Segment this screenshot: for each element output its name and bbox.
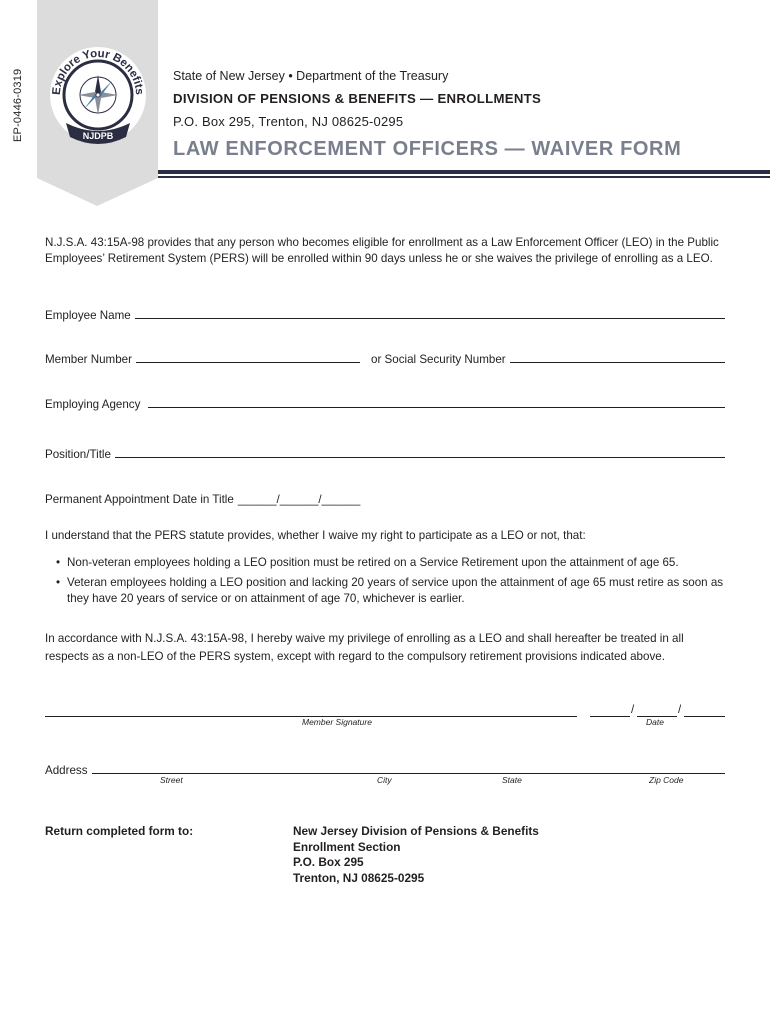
waiver-paragraph: In accordance with N.J.S.A. 43:15A-98, I hereby waive my privilege of enrolling as a LEO and shall hereafter be treated in all respects as a non-LEO of the PERS system, except with regard to the compulsory retirement provisions indicated above.: [45, 632, 684, 663]
employing-agency-label: Employing Agency: [45, 398, 141, 411]
member-signature-caption: Member Signature: [302, 717, 372, 727]
return-address-line: Enrollment Section: [293, 839, 401, 854]
header-rule-thick: [158, 170, 770, 174]
position-title-field[interactable]: [45, 443, 725, 461]
return-address-block: [293, 824, 539, 886]
return-label: Return completed form to:: [45, 824, 194, 838]
ssn-label: or Social Security Number: [371, 353, 506, 366]
member-number-line[interactable]: [136, 362, 360, 363]
date-slash-1: /: [631, 703, 635, 716]
address-city-caption: City: [377, 775, 392, 785]
form-code: EP-0446-0319: [12, 68, 24, 142]
ssn-line[interactable]: [510, 362, 725, 363]
appointment-date-label: Permanent Appointment Date in Title: [45, 493, 234, 506]
ssn-field[interactable]: [371, 348, 725, 366]
return-address-line: Trenton, NJ 08625-0295: [293, 870, 425, 885]
date-year-line[interactable]: [684, 716, 725, 717]
header-division: DIVISION OF PENSIONS & BENEFITS — ENROLLMENTS: [173, 91, 542, 106]
member-number-field[interactable]: [45, 348, 360, 366]
employing-agency-line[interactable]: [148, 407, 725, 408]
appointment-date-blanks[interactable]: ______/______/______: [237, 493, 361, 506]
logo-banner-text: NJDPB: [82, 131, 114, 141]
return-address-line: New Jersey Division of Pensions & Benefits: [293, 824, 539, 838]
logo-arc-text: Explore Your Benefits: [50, 47, 146, 96]
njdpb-logo: [46, 27, 150, 163]
position-title-line[interactable]: [115, 457, 725, 458]
header-state-line: State of New Jersey • Department of the Treasury: [173, 69, 449, 83]
provision-item-veteran: • Veteran employees holding a LEO position and lacking 20 years of service upon the attainment of age 65 must retire as soon as they have 20 years of service or on attainment of age 70, whichever is earlier.: [56, 575, 728, 607]
address-zip-caption: Zip Code: [649, 775, 684, 785]
member-number-label: Member Number: [45, 353, 132, 366]
header-address: P.O. Box 295, Trenton, NJ 08625-0295: [173, 114, 404, 129]
address-label: Address: [45, 764, 88, 777]
provisions-list: [56, 555, 728, 611]
date-slash-2: /: [678, 703, 682, 716]
position-title-label: Position/Title: [45, 448, 111, 461]
date-month-line[interactable]: [590, 716, 630, 717]
return-address-line: P.O. Box 295: [293, 855, 364, 869]
address-street-caption: Street: [160, 775, 183, 785]
provision-item-non-veteran: • Non-veteran employees holding a LEO position must be retired on a Service Retirement upon the attainment of age 65.: [56, 555, 728, 571]
intro-paragraph: N.J.S.A. 43:15A-98 provides that any person who becomes eligible for enrollment as a Law Enforcement Officer (LEO) in the Public Employees’ Retirement System (PERS) will be enrolled within 90 days unless he or she waives the privilege of enrolling as a LEO.: [45, 236, 719, 265]
employee-name-label: Employee Name: [45, 309, 131, 322]
header-rule-thin: [158, 176, 770, 178]
employing-agency-field[interactable]: [45, 393, 725, 411]
employee-name-field[interactable]: [45, 304, 725, 322]
date-caption: Date: [646, 717, 664, 727]
address-state-caption: State: [502, 775, 522, 785]
understand-paragraph: I understand that the PERS statute provides, whether I waive my right to participate as a LEO or not, that:: [45, 529, 586, 542]
employee-name-line[interactable]: [135, 318, 725, 319]
form-title: LAW ENFORCEMENT OFFICERS — WAIVER FORM: [173, 138, 682, 160]
appointment-date-field[interactable]: [45, 488, 364, 506]
address-line[interactable]: [92, 773, 725, 774]
